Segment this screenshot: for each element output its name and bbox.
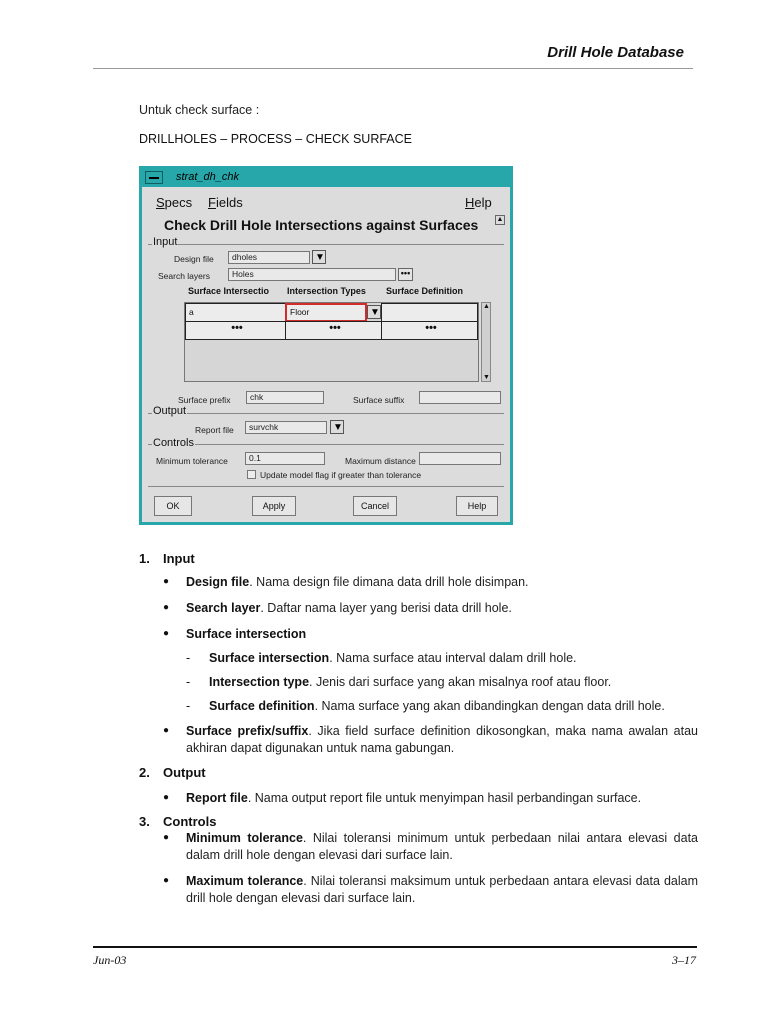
page-header-title: Drill Hole Database: [547, 44, 684, 61]
scroll-down-icon[interactable]: ▼: [483, 374, 490, 381]
dash-marker: -: [186, 699, 191, 713]
table-cell-more[interactable]: •••: [381, 321, 478, 340]
surface-intersection-table: [184, 302, 479, 382]
bullet-icon: ●: [163, 602, 170, 613]
footer-date: Jun-03: [93, 953, 127, 967]
search-layers-label: Search layers: [158, 271, 210, 281]
intro-text: Untuk check surface :: [139, 103, 260, 117]
term: Minimum tolerance: [186, 831, 303, 845]
table-cell-more[interactable]: •••: [285, 321, 382, 340]
term: Surface intersection: [209, 651, 330, 665]
desc: . Nilai toleransi minimum untuk perbedaan nilai antara elevasi data dalam drill hole dengan elevasi dari surface lain.: [186, 831, 698, 862]
update-model-flag-label: Update model flag if greater than tolerance: [260, 470, 422, 480]
item-maximum-tolerance: [186, 873, 698, 907]
surface-suffix-input[interactable]: [419, 391, 501, 404]
bullet-icon: ●: [163, 628, 170, 639]
input-group-line: [148, 244, 504, 245]
subitem-surface-intersection: [209, 650, 699, 667]
dialog-titlebar[interactable]: [142, 169, 510, 187]
footer-rule: [93, 946, 697, 948]
controls-group-line: [148, 444, 504, 445]
intersection-type-dropdown[interactable]: [367, 305, 381, 319]
report-file-label: Report file: [195, 425, 234, 435]
item-surface-prefix-suffix: [186, 723, 698, 757]
check-surface-dialog: [139, 166, 513, 525]
term: Design file: [186, 575, 250, 589]
menu-path: DRILLHOLES – PROCESS – CHECK SURFACE: [139, 132, 412, 146]
search-layers-browse-button[interactable]: •••: [398, 268, 413, 281]
menu-help[interactable]: Help: [465, 195, 492, 210]
section-title-input: Input: [163, 551, 195, 566]
col-header-intersection-types: Intersection Types: [287, 286, 366, 296]
menu-help-rest: elp: [474, 195, 492, 210]
max-distance-input[interactable]: [419, 452, 501, 465]
term: Intersection type: [209, 675, 310, 689]
section-number: 3.: [139, 814, 150, 829]
desc: . Jika field surface definition dikosongkan, maka nama awalan atau akhiran dapat digunakan untuk nama gabungan.: [186, 724, 698, 755]
table-cell-more[interactable]: •••: [185, 321, 286, 340]
subitem-surface-definition: [209, 698, 699, 715]
term: Surface prefix/suffix: [186, 724, 309, 738]
header-rule: [93, 68, 693, 69]
report-file-input[interactable]: survchk: [245, 421, 327, 434]
apply-button[interactable]: Apply: [252, 496, 296, 516]
surface-prefix-label: Surface prefix: [178, 395, 231, 405]
bullet-icon: ●: [163, 875, 170, 886]
output-group-line: [148, 413, 504, 414]
min-tolerance-label: Minimum tolerance: [156, 456, 228, 466]
cancel-button[interactable]: Cancel: [353, 496, 397, 516]
surface-prefix-input[interactable]: chk: [246, 391, 324, 404]
desc: . Nama design file dimana data drill hole disimpan.: [249, 575, 529, 589]
bullet-icon: ●: [163, 792, 170, 803]
item-search-layer: [186, 600, 696, 617]
desc: . Nama surface atau interval dalam drill hole.: [329, 651, 577, 665]
design-file-label: Design file: [174, 254, 214, 264]
item-report-file: [186, 790, 696, 807]
dialog-menubar: [142, 189, 510, 213]
report-file-dropdown[interactable]: [330, 420, 344, 434]
surface-suffix-label: Surface suffix: [353, 395, 405, 405]
desc: . Nilai toleransi maksimum untuk perbedaan antara elevasi data dalam drill hole dengan elevasi dari surface lain.: [186, 874, 698, 905]
desc: . Daftar nama layer yang berisi data drill hole.: [260, 601, 512, 615]
term: Report file: [186, 791, 248, 805]
desc: . Nama surface yang akan dibandingkan dengan data drill hole.: [314, 699, 665, 713]
scroll-up-icon[interactable]: ▲: [483, 303, 490, 310]
design-file-input[interactable]: dholes: [228, 251, 310, 264]
window-menu-button[interactable]: [145, 171, 163, 184]
section-number: 2.: [139, 765, 150, 780]
menu-specs[interactable]: Specs: [156, 195, 193, 210]
bullet-icon: ●: [163, 725, 170, 736]
col-header-surface-definition: Surface Definition: [386, 286, 464, 296]
dash-marker: -: [186, 675, 191, 689]
table-cell[interactable]: a: [185, 303, 286, 322]
bullet-icon: ●: [163, 832, 170, 843]
desc: . Jenis dari surface yang akan misalnya roof atau floor.: [309, 675, 612, 689]
table-scrollbar[interactable]: [481, 302, 491, 382]
design-file-dropdown[interactable]: [312, 250, 326, 264]
table-cell[interactable]: [381, 303, 478, 322]
controls-group-label: Controls: [153, 437, 194, 449]
input-group-label: Input: [153, 236, 178, 248]
search-layers-input[interactable]: Holes: [228, 268, 396, 281]
term: Search layer: [186, 601, 261, 615]
ok-button[interactable]: OK: [154, 496, 192, 516]
desc: . Nama output report file untuk menyimpan hasil perbandingan surface.: [247, 791, 642, 805]
help-button[interactable]: Help: [456, 496, 498, 516]
section-title-output: Output: [163, 765, 206, 780]
item-design-file: [186, 574, 696, 591]
intersection-type-cell[interactable]: Floor: [285, 303, 367, 322]
col-header-surface-intersection: Surface Intersectio: [188, 286, 270, 296]
item-minimum-tolerance: [186, 830, 698, 864]
term: Surface intersection: [186, 627, 307, 641]
dash-marker: -: [186, 651, 191, 665]
menu-fields[interactable]: Fields: [208, 195, 243, 210]
dialog-window-title: strat_dh_chk: [176, 171, 239, 183]
panel-scroll-icon[interactable]: ▲: [496, 216, 504, 223]
button-separator: [148, 486, 504, 487]
footer-page-number: 3–17: [672, 953, 696, 967]
term: Maximum tolerance: [186, 874, 304, 888]
max-distance-label: Maximum distance: [345, 456, 416, 466]
section-number: 1.: [139, 551, 150, 566]
output-group-label: Output: [153, 405, 187, 417]
menu-specs-rest: pecs: [164, 195, 193, 210]
bullet-icon: ●: [163, 576, 170, 587]
min-tolerance-input[interactable]: 0.1: [245, 452, 325, 465]
dialog-heading: Check Drill Hole Intersections against Surfaces: [164, 217, 479, 233]
menu-fields-rest: ields: [215, 195, 243, 210]
term: Surface definition: [209, 699, 315, 713]
subitem-intersection-type: [209, 674, 699, 691]
item-surface-intersection: [186, 626, 696, 643]
section-title-controls: Controls: [163, 814, 217, 829]
update-model-flag-checkbox[interactable]: [247, 470, 256, 479]
